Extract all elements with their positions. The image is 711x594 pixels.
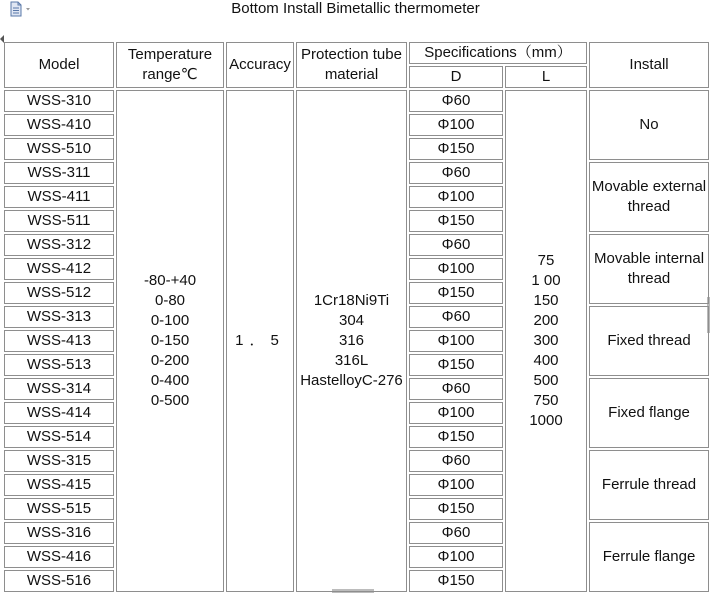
- model-cell: WSS-511: [4, 210, 114, 232]
- header-temperature-range: Temperature range℃: [116, 42, 224, 88]
- length-value: 300: [533, 332, 559, 349]
- model-cell: WSS-412: [4, 258, 114, 280]
- diameter-cell: Φ150: [409, 570, 503, 592]
- temperature-range-value: -80-+40: [143, 272, 197, 289]
- header-model: Model: [4, 42, 114, 88]
- header-protection-tube-material: Protection tube material: [296, 42, 407, 88]
- install-type-cell: Fixed flange: [589, 378, 709, 448]
- install-type-cell: Movable internal thread: [589, 234, 709, 304]
- material-value: HastelloyC-276: [300, 372, 403, 389]
- diameter-cell: Φ60: [409, 522, 503, 544]
- header-l: L: [505, 66, 587, 88]
- header-d: D: [409, 66, 503, 88]
- page-title: Bottom Install Bimetallic thermometer: [231, 0, 480, 17]
- model-cell: WSS-410: [4, 114, 114, 136]
- table-row: [4, 90, 709, 112]
- model-cell: WSS-515: [4, 498, 114, 520]
- diameter-cell: Φ100: [409, 258, 503, 280]
- model-cell: WSS-413: [4, 330, 114, 352]
- diameter-cell: Φ100: [409, 546, 503, 568]
- install-type-cell: No: [589, 90, 709, 160]
- diameter-cell: Φ100: [409, 402, 503, 424]
- length-value: 200: [533, 312, 559, 329]
- diameter-cell: Φ60: [409, 234, 503, 256]
- install-type-cell: Fixed thread: [589, 306, 709, 376]
- diameter-cell: Φ150: [409, 354, 503, 376]
- model-cell: WSS-316: [4, 522, 114, 544]
- temperature-range-value: 0-500: [150, 392, 190, 409]
- model-cell: WSS-314: [4, 378, 114, 400]
- diameter-cell: Φ100: [409, 330, 503, 352]
- diameter-cell: Φ60: [409, 378, 503, 400]
- diameter-cell: Φ150: [409, 282, 503, 304]
- install-type-cell: Ferrule flange: [589, 522, 709, 592]
- length-value: 75: [537, 252, 555, 269]
- model-cell: WSS-311: [4, 162, 114, 184]
- model-cell: WSS-411: [4, 186, 114, 208]
- header-accuracy: Accuracy: [226, 42, 294, 88]
- header-install: Install: [589, 42, 709, 88]
- model-cell: WSS-315: [4, 450, 114, 472]
- length-value: 500: [533, 372, 559, 389]
- model-cell: WSS-414: [4, 402, 114, 424]
- length-value: 1000: [529, 412, 563, 429]
- material-value: 1Cr18Ni9Ti: [313, 292, 390, 309]
- install-type-cell: Ferrule thread: [589, 450, 709, 520]
- model-cell: WSS-510: [4, 138, 114, 160]
- length-value: 400: [533, 352, 559, 369]
- length-cell: [505, 90, 587, 592]
- diameter-cell: Φ150: [409, 138, 503, 160]
- material-value: 304: [338, 312, 365, 329]
- model-cell: WSS-312: [4, 234, 114, 256]
- install-type-cell: Movable external thread: [589, 162, 709, 232]
- accuracy-cell: 1．5: [226, 90, 294, 592]
- model-cell: WSS-310: [4, 90, 114, 112]
- model-cell: WSS-512: [4, 282, 114, 304]
- material-value: 316L: [334, 352, 369, 369]
- model-cell: WSS-415: [4, 474, 114, 496]
- model-cell: WSS-513: [4, 354, 114, 376]
- diameter-cell: Φ150: [409, 498, 503, 520]
- temperature-range-value: 0-100: [150, 312, 190, 329]
- diameter-cell: Φ60: [409, 90, 503, 112]
- diameter-cell: Φ60: [409, 306, 503, 328]
- model-cell: WSS-416: [4, 546, 114, 568]
- model-cell: WSS-514: [4, 426, 114, 448]
- diameter-cell: Φ100: [409, 474, 503, 496]
- temperature-range-value: 0-400: [150, 372, 190, 389]
- length-value: 750: [533, 392, 559, 409]
- model-cell: WSS-313: [4, 306, 114, 328]
- diameter-cell: Φ150: [409, 210, 503, 232]
- diameter-cell: Φ150: [409, 426, 503, 448]
- temperature-range-value: 0-150: [150, 332, 190, 349]
- temperature-range-value: 0-200: [150, 352, 190, 369]
- diameter-cell: Φ60: [409, 162, 503, 184]
- diameter-cell: Φ100: [409, 114, 503, 136]
- header-specifications: Specifications（mm）: [409, 42, 587, 64]
- material-value: 316: [338, 332, 365, 349]
- length-value: 150: [533, 292, 559, 309]
- spec-table: [2, 40, 711, 594]
- diameter-cell: Φ100: [409, 186, 503, 208]
- length-value: 1 00: [531, 272, 561, 289]
- temperature-range-cell: [116, 90, 224, 592]
- model-cell: WSS-516: [4, 570, 114, 592]
- temperature-range-value: 0-80: [154, 292, 186, 309]
- protection-tube-material-cell: [296, 90, 407, 592]
- diameter-cell: Φ60: [409, 450, 503, 472]
